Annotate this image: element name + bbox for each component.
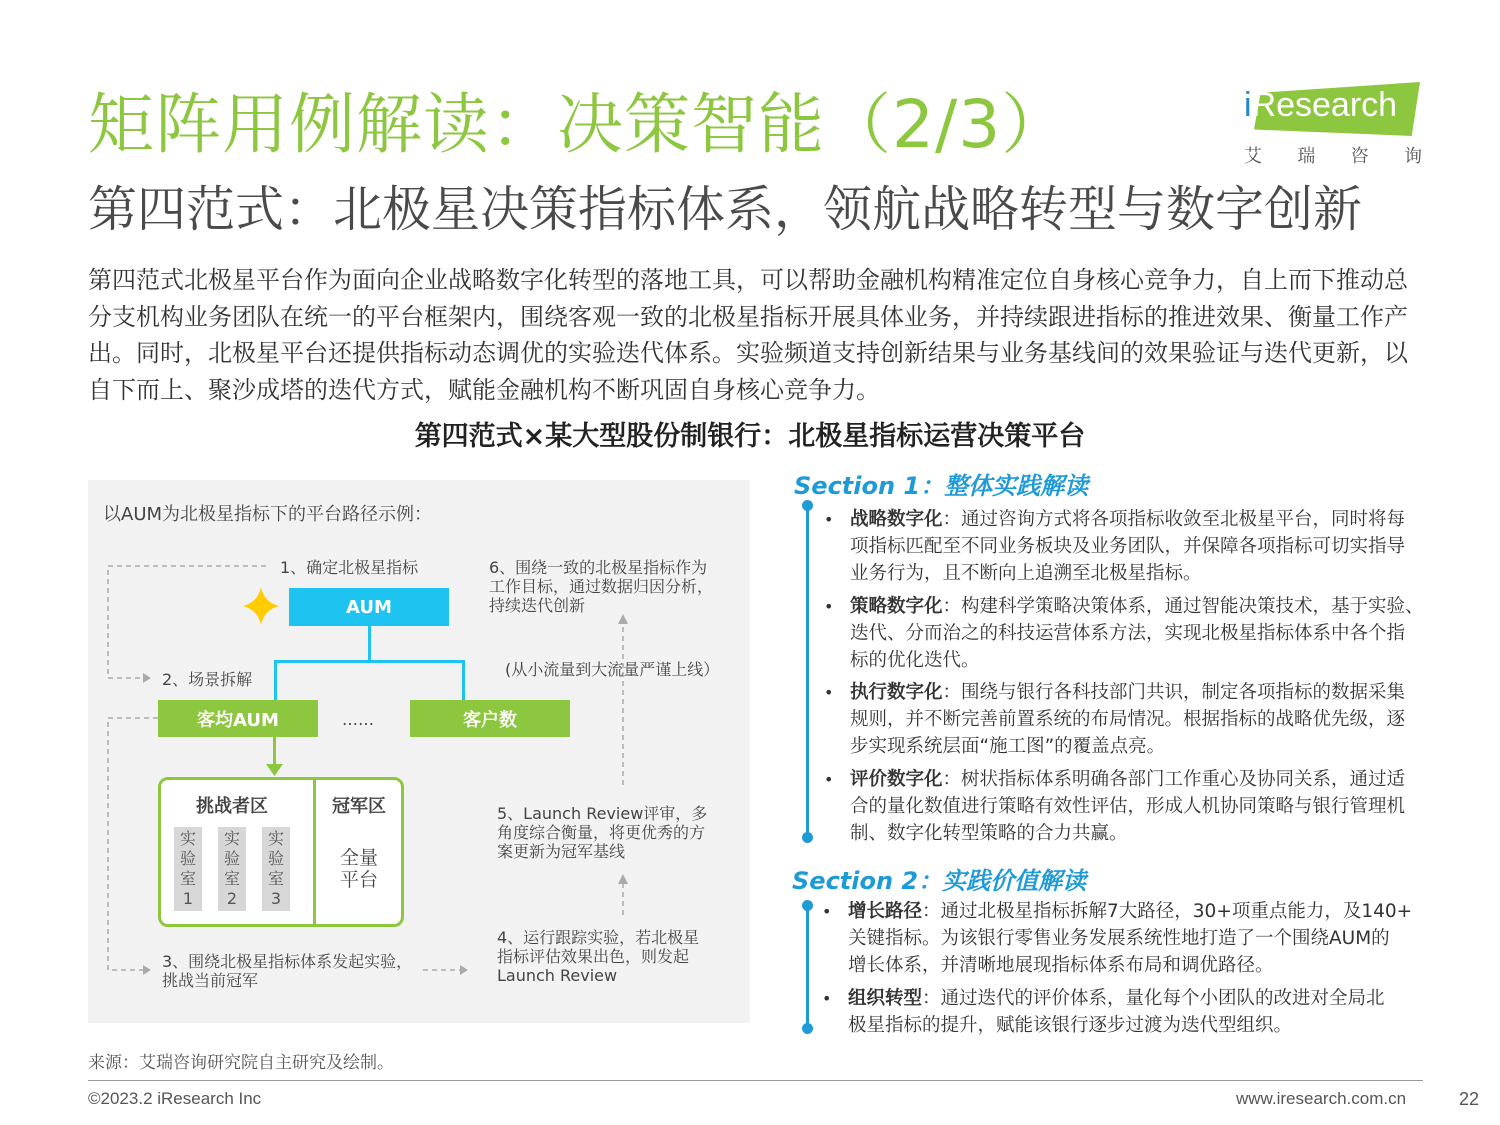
lab-char: 实 <box>267 829 284 848</box>
list-item <box>824 506 1406 587</box>
item-label: 策略数字化 <box>850 596 943 617</box>
logo-char: 艾 <box>1244 146 1262 167</box>
item-text: ：树状指标体系明确各部门工作重心及协同关系，通过适 <box>942 769 1406 790</box>
item-text: ：通过咨询方式将各项指标收敛至北极星平台，同时将每 <box>942 509 1406 530</box>
star-icon <box>243 587 279 625</box>
step6-line: 工作目标，通过数据归因分析， <box>489 577 714 596</box>
connector-step1-step2 <box>108 566 266 678</box>
item-text: 关键指标。为该银行零售业务发展系统性地打造了一个围绕AUM的 <box>848 928 1390 949</box>
diagram-title: 以AUM为北极星指标下的平台路径示例： <box>103 504 433 525</box>
step4-line: Launch Review <box>497 966 618 985</box>
lab-char: 验 <box>179 849 196 868</box>
full-platform-label <box>340 847 378 891</box>
bullet-icon: • <box>824 597 834 616</box>
item-label: 战略数字化 <box>850 509 943 530</box>
intro-paragraph: 第四范式北极星平台作为面向企业战略数字化转型的落地工具，可以帮助金融机构精准定位自身核心竞争力，自上而下推动总分支机构业务团队在统一的平台框架内，围绕客观一致的北极星指标开展具体业务，并持续跟进指标的推进效果、衡量工作产出。同时，北极星平台还提供指标动态调优的实验迭代体系。实验频道支持创新结果与业务基线间的效果验证与迭代更新，以自下而上、聚沙成塔的迭代方式，赋能金融机构不断巩固自身核心竞争力。 <box>88 266 1408 404</box>
section2-title: Section 2：实践价值解读 <box>792 867 1087 895</box>
aum-box: AUM <box>289 588 449 626</box>
copyright: ©2023.2 iResearch Inc <box>88 1089 262 1108</box>
step5-line: 案更新为冠军基线 <box>497 842 626 861</box>
item-text: ：通过北极星指标拆解7大路径，30+项重点能力，及140+ <box>922 901 1413 922</box>
lab-char: 3 <box>270 889 282 908</box>
item-text: 步实现系统层面“施工图”的覆盖点亮。 <box>850 736 1166 757</box>
timeline-dot <box>802 500 813 511</box>
lab-char: 1 <box>182 889 194 908</box>
tree-line <box>274 660 465 663</box>
step3-line: 3、围绕北极星指标体系发起实验， <box>162 952 413 971</box>
lab-char: 2 <box>226 889 238 908</box>
bullet-icon: • <box>824 770 834 789</box>
item-text: 迭代、分而治之的科技运营体系方法，实现北极星指标体系中各个指 <box>850 623 1406 644</box>
lab-1 <box>174 827 202 911</box>
list-item <box>822 898 1413 979</box>
arrow-line <box>273 737 276 767</box>
item-label: 组织转型 <box>848 988 923 1009</box>
page-title: 矩阵用例解读：决策智能（2/3） <box>88 86 1069 163</box>
step5-line: 角度综合衡量，将更优秀的方 <box>497 823 706 842</box>
item-text: 增长体系，并清晰地展现指标体系布局和调优路径。 <box>848 955 1274 976</box>
logo-char: 咨 <box>1350 146 1369 167</box>
challenger-zone-label: 挑战者区 <box>196 796 268 817</box>
section2-timeline <box>806 905 809 1028</box>
lab-3 <box>262 827 290 911</box>
tree-line <box>274 660 277 700</box>
full-platform-line: 平台 <box>340 869 379 891</box>
step4-line: 4、运行跟踪实验，若北极星 <box>497 928 700 947</box>
lab-char: 室 <box>223 869 240 888</box>
traffic-note: (从小流量到大流量严谨上线） <box>505 660 720 679</box>
bullet-icon: • <box>824 510 834 529</box>
lab-char: 验 <box>267 849 284 868</box>
bullet-icon: • <box>822 989 832 1008</box>
iresearch-logo <box>1240 80 1422 166</box>
connector-step2-step3 <box>108 718 158 970</box>
item-text: 业务行为，且不断向上追溯至北极星指标。 <box>850 563 1202 584</box>
step4-line: 指标评估效果出色，则发起 <box>497 947 690 966</box>
item-text: 规则，并不断完善前置系统的布局情况。根据指标的战略优先级，逐 <box>850 709 1406 730</box>
item-text: 合的量化数值进行策略有效性评估，形成人机协同策略与银行管理机 <box>850 796 1406 817</box>
item-text: ：通过迭代的评价体系，量化每个小团队的改进对全局北 <box>922 988 1385 1009</box>
lab-char: 室 <box>179 869 196 888</box>
logo-char: 瑞 <box>1297 146 1316 167</box>
step6-line: 持续迭代创新 <box>489 596 586 615</box>
step6-label <box>489 558 713 615</box>
list-item <box>824 766 1406 847</box>
lab-char: 室 <box>267 869 284 888</box>
logo-i: i <box>1244 86 1252 124</box>
item-label: 增长路径 <box>848 901 923 922</box>
logo-wordmark <box>1244 86 1397 125</box>
tree-line <box>462 660 465 700</box>
tree-line <box>368 626 371 661</box>
arrow-down-icon <box>266 764 283 777</box>
item-text: 极星指标的提升，赋能该银行逐步过渡为迭代型组织。 <box>848 1015 1293 1036</box>
section1-title: Section 1：整体实践解读 <box>794 472 1089 500</box>
step2-label: 2、场景拆解 <box>162 670 253 689</box>
item-label: 评价数字化 <box>850 769 943 790</box>
logo-brand: Research <box>1251 86 1398 124</box>
ellipsis: …… <box>342 710 374 729</box>
lab-char: 实 <box>179 829 196 848</box>
arrowhead <box>618 874 628 884</box>
item-text: 标的优化迭代。 <box>850 650 980 671</box>
item-label: 执行数字化 <box>850 682 943 703</box>
footer-divider <box>88 1080 1423 1081</box>
step6-line: 6、围绕一致的北极星指标作为 <box>489 558 708 577</box>
step3-line: 挑战当前冠军 <box>162 971 259 990</box>
customer-count-box: 客户数 <box>410 700 570 737</box>
page-subtitle: 第四范式：北极星决策指标体系，领航战略转型与数字创新 <box>88 181 1363 238</box>
arrowhead <box>460 965 468 975</box>
step5-label <box>497 804 707 861</box>
arrowhead <box>143 673 151 683</box>
timeline-dot <box>802 900 813 911</box>
avg-aum-box: 客均AUM <box>158 700 318 737</box>
list-item <box>822 985 1385 1039</box>
step3-label <box>162 952 412 990</box>
section1-timeline <box>806 505 809 837</box>
list-item <box>824 593 1424 674</box>
lab-char: 验 <box>223 849 240 868</box>
champion-zone-label: 冠军区 <box>332 796 386 817</box>
bullet-icon: • <box>824 683 834 702</box>
arena-divider <box>313 777 316 927</box>
lab-2 <box>218 827 246 911</box>
arrowhead <box>143 965 151 975</box>
step4-label <box>497 928 699 985</box>
timeline-dot <box>802 832 813 843</box>
arrowhead <box>618 614 628 624</box>
timeline-dot <box>802 1023 813 1034</box>
item-text: 项指标匹配至不同业务板块及业务团队，并保障各项指标可切实指导 <box>850 536 1406 557</box>
full-platform-line: 全量 <box>340 847 379 869</box>
logo-char: 询 <box>1403 146 1422 167</box>
item-text: 制、数字化转型策略的合力共赢。 <box>850 823 1128 844</box>
step1-label: 1、确定北极星指标 <box>280 558 419 577</box>
page-number: 22 <box>1459 1089 1480 1109</box>
item-text: ：围绕与银行各科技部门共识，制定各项指标的数据采集 <box>942 682 1406 703</box>
logo-chinese <box>1244 142 1422 168</box>
case-heading: 第四范式×某大型股份制银行：北极星指标运营决策平台 <box>414 421 1086 452</box>
list-item <box>824 679 1406 760</box>
source-note: 来源：艾瑞咨询研究院自主研究及绘制。 <box>88 1053 394 1073</box>
lab-char: 实 <box>223 829 240 848</box>
bullet-icon: • <box>822 902 832 921</box>
step5-line: 5、Launch Review评审，多 <box>497 804 708 823</box>
item-text: ：构建科学策略决策体系，通过智能决策技术，基于实验、 <box>942 596 1424 617</box>
website-link[interactable]: www.iresearch.com.cn <box>1236 1089 1407 1108</box>
